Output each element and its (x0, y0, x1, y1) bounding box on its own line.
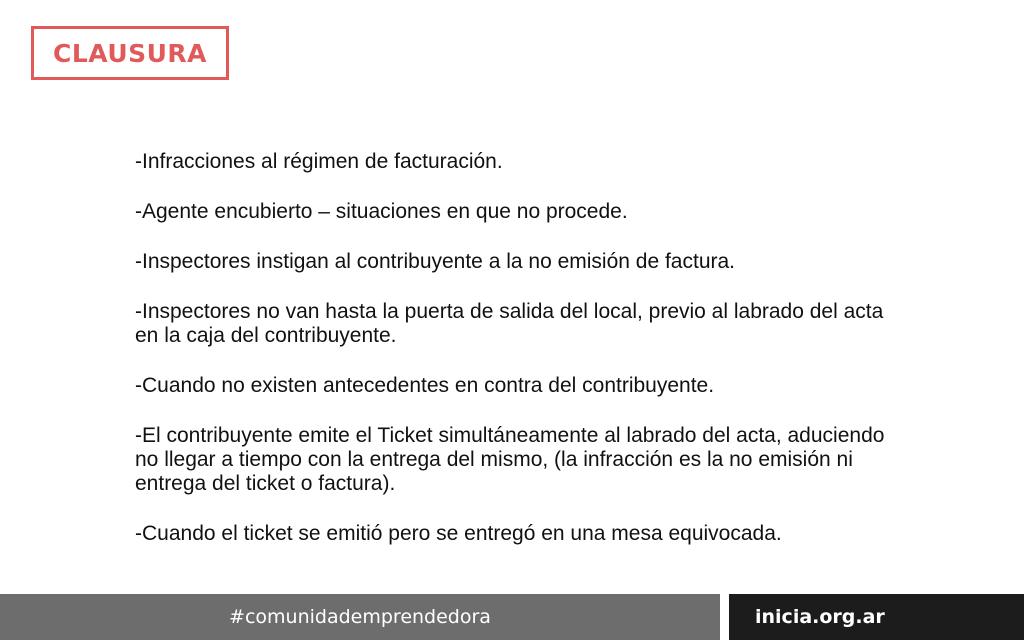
footer-hashtag-panel (0, 594, 720, 640)
list-item: -El contribuyente emite el Ticket simultáneamente al labrado del acta, aduciendo no llegar a tiempo con la entrega del mismo, (la infracción es la no emisión ni entrega del ticket o factura). (135, 424, 885, 495)
slide-title: CLAUSURA (52, 38, 208, 68)
list-item: -Cuando no existen antecedentes en contra del contribuyente. (135, 374, 715, 397)
list-item: -Cuando el ticket se emitió pero se entregó en una mesa equivocada. (135, 522, 782, 545)
footer-hashtag: #comunidademprendedora (229, 606, 491, 628)
footer-bar (0, 594, 1024, 640)
list-item: -Inspectores no van hasta la puerta de salida del local, previo al labrado del acta en la caja del contribuyente. (135, 300, 884, 347)
bullet-list (135, 150, 895, 572)
title-box (31, 26, 229, 80)
list-item: -Agente encubierto – situaciones en que no procede. (135, 200, 628, 223)
footer-divider (720, 594, 729, 640)
list-item: -Inspectores instigan al contribuyente a la no emisión de factura. (135, 250, 736, 273)
footer-site-panel (729, 594, 1024, 640)
footer-site: inicia.org.ar (755, 606, 885, 628)
list-item: -Infracciones al régimen de facturación. (135, 150, 503, 173)
